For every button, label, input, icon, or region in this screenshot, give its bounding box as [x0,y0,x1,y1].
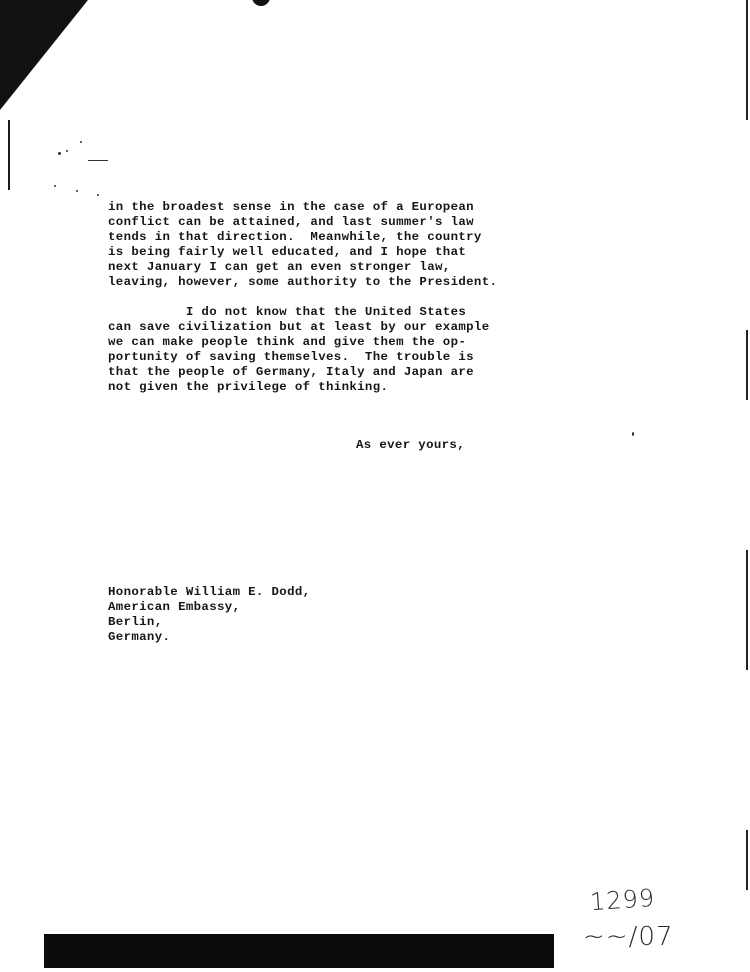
recipient-address [108,585,310,645]
address-line: Berlin, [108,615,163,629]
text-line: is being fairly well educated, and I hope that [108,245,467,259]
scan-speck [632,432,634,436]
text-line: that the people of Germany, Italy and Japan are [108,365,474,379]
text-line: I do not know that the United States [108,305,467,319]
text-line: next January I can get an even stronger law, [108,260,451,274]
scan-speck [66,150,68,152]
text-line: conflict can be attained, and last summer's law [108,215,474,229]
closing-salutation: As ever yours, [356,438,465,452]
left-edge-mark [8,120,10,190]
address-line: American Embassy, [108,600,241,614]
scan-speck [58,152,61,155]
scan-corner-artifact [0,0,88,110]
right-edge-mark [746,330,748,400]
handwritten-page-number: 1299 [589,883,656,917]
right-edge-mark [746,0,748,120]
text-line: not given the privilege of thinking. [108,380,389,394]
scan-speck [54,185,56,187]
scan-speck [97,194,99,196]
text-line: we can make people think and give them the op- [108,335,467,349]
right-edge-mark [746,550,748,670]
address-line: Honorable William E. Dodd, [108,585,311,599]
handwritten-reference-mark: ~~/07 [583,922,674,952]
scan-speck [88,160,108,161]
scan-speck [76,190,78,192]
right-edge-mark [746,830,748,890]
scan-speck [80,141,82,143]
text-line: leaving, however, some authority to the President. [108,275,498,289]
address-line: Germany. [108,630,171,644]
text-line: in the broadest sense in the case of a European [108,200,474,214]
punch-hole-mark [252,0,270,6]
text-line: tends in that direction. Meanwhile, the country [108,230,482,244]
scan-bottom-bar [44,934,554,968]
text-line: can save civilization but at least by our example [108,320,490,334]
text-line: portunity of saving themselves. The trouble is [108,350,474,364]
